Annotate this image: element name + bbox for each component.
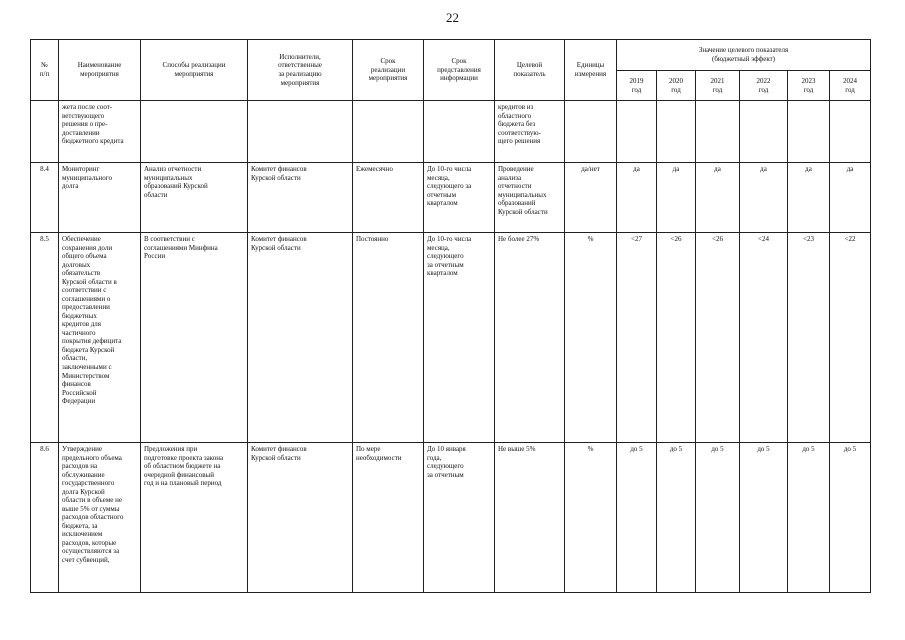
row-value: да — [617, 163, 657, 233]
row-unit — [565, 101, 617, 163]
row-info-term: До 10-го числа месяца, следующего за отчетным кварталом — [424, 163, 495, 233]
row-value: до 5 — [830, 443, 871, 593]
row-term: Постоянно — [353, 233, 424, 443]
header-year: 2022 год — [740, 71, 788, 101]
row-indicator: Проведение анализа отчетности муниципальных образований Курской области — [495, 163, 565, 233]
row-methods — [141, 101, 248, 163]
header-name: Наименование мероприятия — [59, 40, 141, 101]
header-year: 2019 год — [617, 71, 657, 101]
measures-table — [30, 39, 871, 593]
row-name: жета после соот- ветствующего решения о пре- доставлении бюджетного кредита — [59, 101, 141, 163]
row-value — [740, 101, 788, 163]
table-row — [31, 443, 871, 593]
row-value: до 5 — [740, 443, 788, 593]
row-indicator: Не выше 5% — [495, 443, 565, 593]
table-row — [31, 101, 871, 163]
row-value — [830, 101, 871, 163]
row-value: до 5 — [696, 443, 740, 593]
row-methods: Предложения при подготовке проекта закона об областном бюджете на очередной финансовый год и на плановый период — [141, 443, 248, 593]
row-num: 8.5 — [31, 233, 59, 443]
header-unit: Единицы измерения — [565, 40, 617, 101]
row-indicator: Не более 27% — [495, 233, 565, 443]
row-value: <22 — [830, 233, 871, 443]
row-value: да — [788, 163, 830, 233]
header-methods: Способы реализации мероприятия — [141, 40, 248, 101]
table-row — [31, 163, 871, 233]
row-executors: Комитет финансов Курской области — [248, 233, 353, 443]
row-term: Ежемесячно — [353, 163, 424, 233]
row-value: <26 — [696, 233, 740, 443]
header-year: 2023 год — [788, 71, 830, 101]
header-indicator: Целевой показатель — [495, 40, 565, 101]
header-executors: Исполнители, ответственные за реализацию мероприятия — [248, 40, 353, 101]
row-unit: % — [565, 233, 617, 443]
row-value: <23 — [788, 233, 830, 443]
row-unit: % — [565, 443, 617, 593]
row-value: да — [696, 163, 740, 233]
row-value — [657, 101, 696, 163]
page-number: 22 — [446, 10, 459, 25]
row-executors: Комитет финансов Курской области — [248, 443, 353, 593]
row-methods: В соответствии с соглашениями Минфина России — [141, 233, 248, 443]
row-value: да — [740, 163, 788, 233]
row-value: <26 — [657, 233, 696, 443]
header-num: № п/п — [31, 40, 59, 101]
row-value: да — [657, 163, 696, 233]
row-executors: Комитет финансов Курской области — [248, 163, 353, 233]
row-info-term: До 10 января года, следующего за отчетным — [424, 443, 495, 593]
row-indicator: кредитов из областного бюджета без соответствую- щего решения — [495, 101, 565, 163]
row-name: Обеспечение сохранения доли общего объема долговых обязательств Курской области в соответствии с соглашениями о предоставлении бюджетных кредитов для частичного покрытия дефицита бюджета Курской области, заключенными с Министерством финансов Российской Федерации — [59, 233, 141, 443]
row-name: Утверждение предельного объема расходов на обслуживание государственного долга Курской области в объеме не выше 5% от суммы расходов областного бюджета, за исключением расходов, которые осуществляются за счет субвенций, — [59, 443, 141, 593]
header-year: 2020 год — [657, 71, 696, 101]
row-info-term: До 10-го числа месяца, следующего за отчетным кварталом — [424, 233, 495, 443]
row-value: до 5 — [657, 443, 696, 593]
row-value — [788, 101, 830, 163]
row-executors — [248, 101, 353, 163]
row-num: 8.6 — [31, 443, 59, 593]
row-name: Мониторинг муниципального долга — [59, 163, 141, 233]
header-year: 2021 год — [696, 71, 740, 101]
header-term: Срок реализации мероприятия — [353, 40, 424, 101]
row-term: По мере необходимости — [353, 443, 424, 593]
header-value-group: Значение целевого показателя (бюджетный эффект) — [617, 40, 871, 71]
row-value — [696, 101, 740, 163]
row-value: да — [830, 163, 871, 233]
row-term — [353, 101, 424, 163]
row-num — [31, 101, 59, 163]
header-year: 2024 год — [830, 71, 871, 101]
row-value: до 5 — [617, 443, 657, 593]
row-info-term — [424, 101, 495, 163]
row-methods: Анализ отчетности муниципальных образований Курской области — [141, 163, 248, 233]
row-unit: да/нет — [565, 163, 617, 233]
row-value — [617, 101, 657, 163]
row-value: до 5 — [788, 443, 830, 593]
header-info-term: Срок представления информации — [424, 40, 495, 101]
table-row — [31, 233, 871, 443]
row-value: <27 — [617, 233, 657, 443]
row-value: <24 — [740, 233, 788, 443]
row-num: 8.4 — [31, 163, 59, 233]
